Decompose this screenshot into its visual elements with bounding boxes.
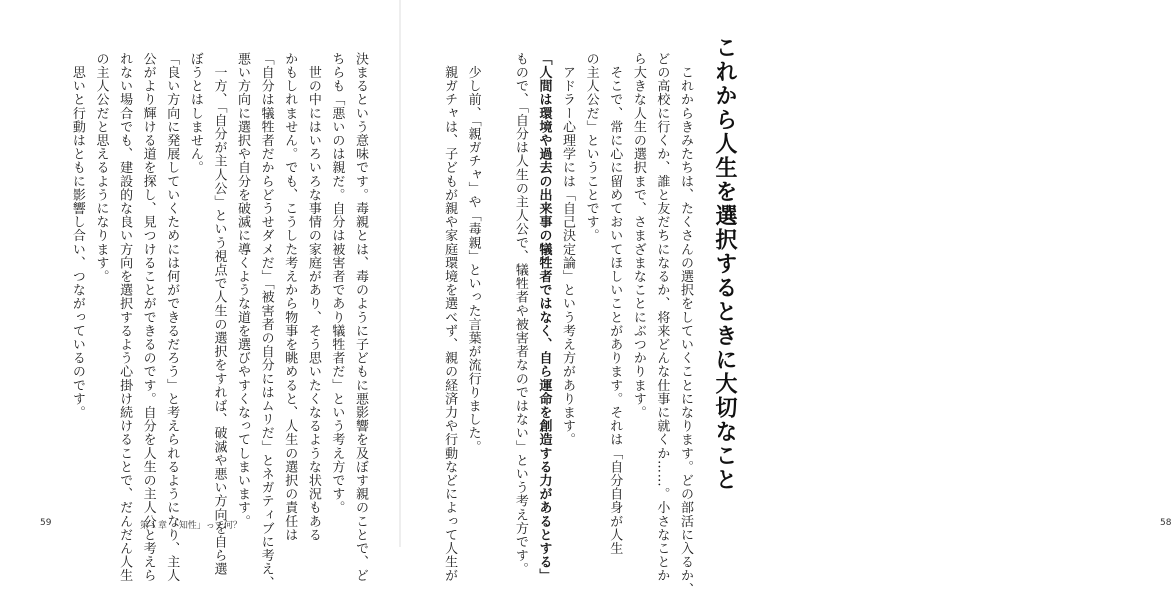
page-number-right: 58 [1160, 518, 1171, 528]
section-heading: これから人生を選択するときに大切なこと [712, 36, 737, 492]
running-head-chapter: 第１章 「知性」って何？ [140, 521, 242, 531]
right_page-text-line: の主人公だ」ということです。 [583, 52, 599, 243]
right_page-text-line: 少し前、「親ガチャ」や「毒親」といった言葉が流行りました。 [465, 52, 481, 454]
right_page-text-line: どの高校に行くか、誰と友だちになるか、将来どんな仕事に就くか……。小さなことか [654, 52, 670, 583]
right_page-text-line: 「人間は環境や過去の出来事の犠牲者ではなく、自ら運命を創造する力があるとする」 [536, 52, 552, 583]
right_page-text-line: ら大きな人生の選択まで、さまざまなことにぶつかります。 [630, 52, 646, 420]
left_page-text-line: 「良い方向に発展していくためには何ができるだろう」と考えられるようになり、主人 [164, 52, 180, 583]
left_page-text-line: 「自分は犠牲者だからどうせダメだ」「被害者の自分にはムリだ」とネガティブに考え、 [258, 52, 274, 590]
left_page-text-line: ちらも「悪いのは親だ。自分は被害者であり犠牲者だ」という考え方です。 [329, 52, 345, 515]
left_page-text-line: 思いと行動はともに影響し合い、つながっているのです。 [69, 52, 85, 420]
left_page-text-line: れない場合でも、建設的な良い方向を選択するよう心掛け続けることで、だんだん人生 [117, 52, 133, 583]
left-page [0, 0, 400, 590]
left_page-text-line: かもしれません。でも、こうした考えから物事を眺めると、人生の選択の責任は [282, 52, 298, 542]
page-number-left: 59 [40, 518, 52, 528]
right_page-text-line: そこで、常に心に留めておいてほしいことがあります。それは「自分自身が人生 [607, 52, 623, 556]
left_page-text-line: 公がより輝ける道を探し、見つけることができるのです。自分を人生の主人公と考えら [140, 52, 156, 583]
left_page-text-line: 世の中にはいろいろな事情の家庭があり、そう思いたくなるような状況もある [305, 52, 321, 542]
right-page [400, 0, 1171, 596]
left_page-text-line: ぼうとはしません。 [187, 52, 203, 175]
left_page-text-line: 悪い方向に選択や自分を破滅に導くような道を選びやすくなってしまいます。 [235, 52, 251, 528]
left_page-text-line: 一方、「自分が主人公」という視点で人生の選択をすれば、破滅や悪い方向を自ら選 [211, 52, 227, 576]
right_page-text-line: もので、「自分は人生の主人公で、犠牲者や被害者なのではない」という考え方です。 [512, 52, 528, 576]
left_page-text-line: の主人公だと思えるようになります。 [93, 52, 109, 284]
right-page-body-text [412, 52, 697, 596]
right_page-text-line: これからきみたちは、たくさんの選択をしていくことになります。どの部活に入るか、 [678, 52, 693, 596]
right_page-text-line: 親ガチャは、子どもが親や家庭環境を選べず、親の経済力や行動などによって人生が [442, 52, 458, 583]
left_page-text-line: 決まるという意味です。毒親とは、毒のように子どもに悪影響を及ぼす親のことで、ど [353, 52, 368, 583]
right_page-text-line: アドラー心理学には「自己決定論」という考え方があります。 [560, 52, 576, 447]
